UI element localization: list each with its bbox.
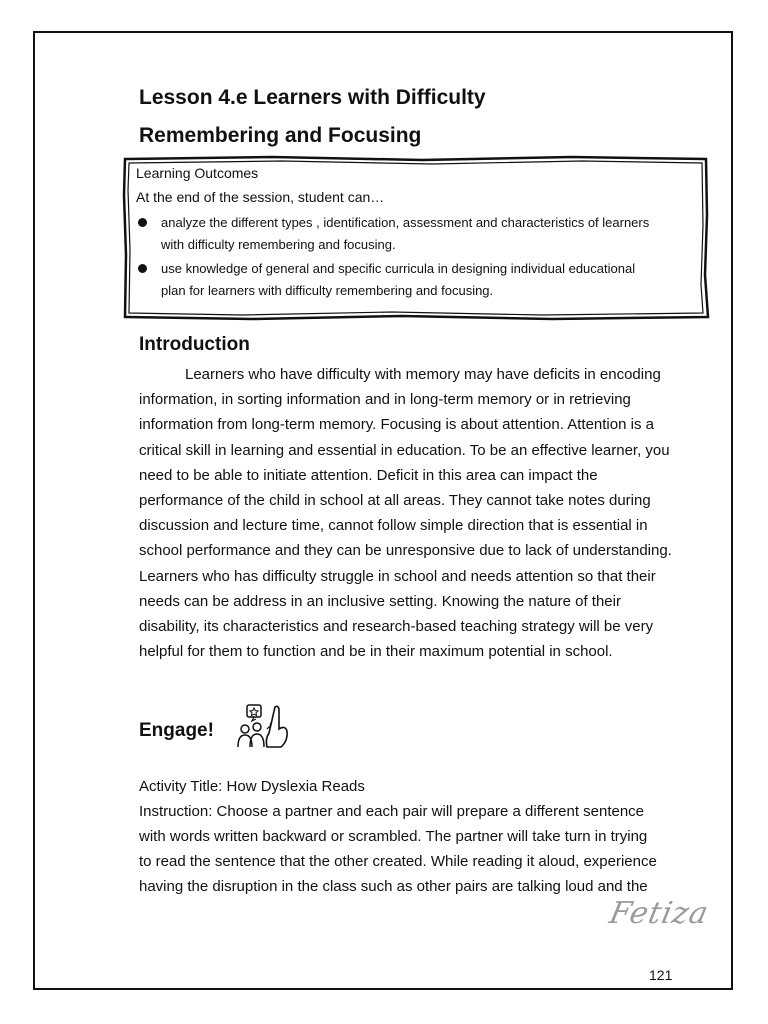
page-number: 121 [649, 967, 673, 983]
raised-hand-group-icon [237, 703, 289, 749]
introduction-text: Learners who have difficulty with memory may have deficits in encoding information, in sorting information and in long-term memory or in retrieving information from long-term memory. Focusing is about attention. Attention is a critical skill in learning and essential in education. To be an effective learner, you need to be able to initiate attention. Deficit in this area can impact the performance of the child in school at all areas. They cannot take notes during discussion and lecture time, cannot follow simple direction that is essential in school performance and they can be unresponsive due to lack of understanding. Learners who has difficulty struggle in school and needs attention so that their needs can be address in an inclusive setting. Knowing the nature of their disability, its characteristics and research-based teaching strategy will be very helpful for them to function and be in their maximum potential in school. [139, 366, 672, 661]
outcomes-intro: At the end of the session, student can… [136, 189, 385, 205]
instruction-line3: to read the sentence that the other created. While reading it aloud, experience [139, 853, 657, 870]
instruction-line4: having the disruption in the class such as other pairs are talking loud and the [139, 878, 648, 895]
introduction-paragraph [139, 362, 679, 664]
engage-heading: Engage! [139, 720, 214, 741]
author-signature: Fetiza [606, 896, 713, 931]
introduction-heading: Introduction [139, 334, 250, 355]
outcome-2-line1: use knowledge of general and specific curricula in designing individual educational [161, 261, 636, 276]
instruction-line1: Instruction: Choose a partner and each pair will prepare a different sentence [139, 803, 645, 820]
outcomes-heading: Learning Outcomes [136, 165, 259, 181]
bullet-dot [138, 264, 147, 273]
outcome-1-line1: analyze the different types , identification, assessment and characteristics of learners [161, 215, 650, 230]
lesson-title-line2: Remembering and Focusing [139, 124, 422, 147]
bullet-dot [138, 218, 147, 227]
outcome-2-line2: plan for learners with difficulty remembering and focusing. [161, 283, 494, 298]
lesson-title-line1: Lesson 4.e Learners with Difficulty [139, 86, 486, 109]
instruction-line2: with words written backward or scrambled. The partner will take turn in trying [139, 828, 648, 845]
activity-title: Activity Title: How Dyslexia Reads [139, 778, 365, 795]
outcome-1-line2: with difficulty remembering and focusing. [161, 237, 396, 252]
